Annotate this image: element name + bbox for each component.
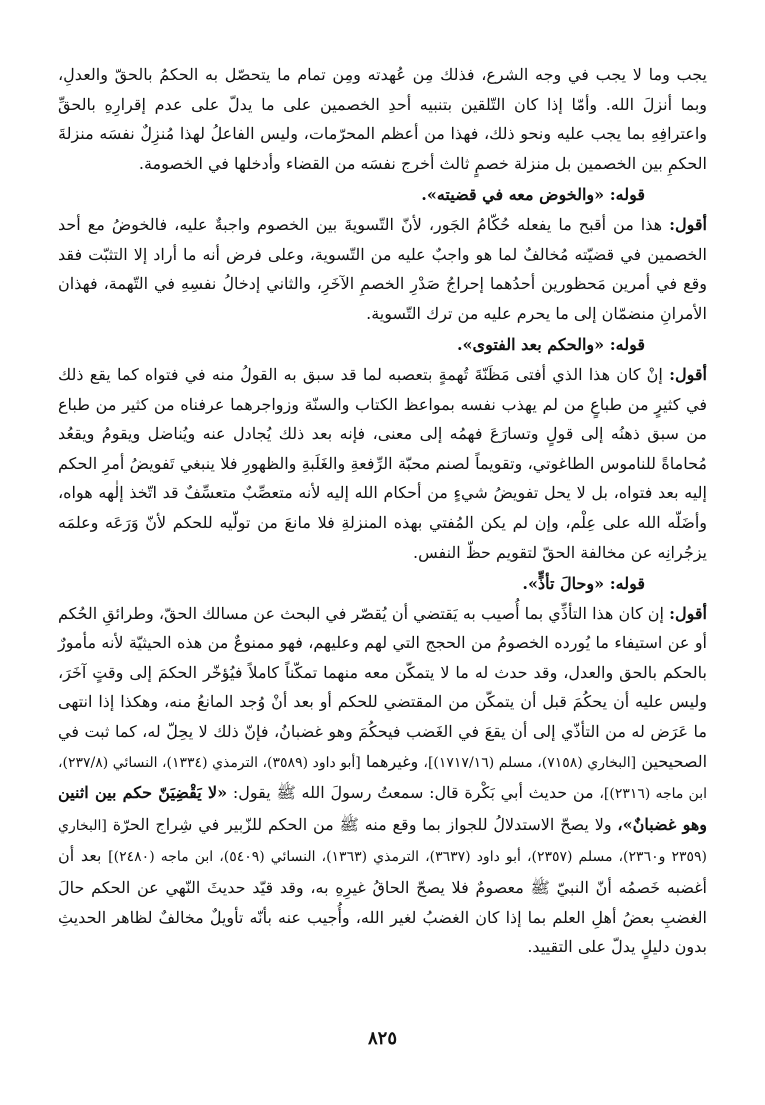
paragraph-taadhi: أقول: إن كان هذا التأذِّي بما أُصيب به يَقتضي أن يُقصّر في البحث عن مسالك الحقّ، وطرائقِ الحُكم أو عن استيفاء ما يُورده الخصومُ من الحجج التي لهم وعليهم، فهو ممنوعٌ من هذه الحيثيّة لأنه مأمورٌ بالحكم بالحق والعدل، وقد حدث له ما لا يتمكّن معه منهما تمكّناً كاملاً فيُؤخّر الحكمَ إلى وقتٍ آخَرَ، وليس عليه أن يحكُمَ قبل أن يتمكّن من المقتضي للحكم أو بعد أنْ وُجد المانعُ منه، وهكذا إذا انتهى ما عَرَض له من التأذّي إلى أن يقعَ في الغَضب فيحكُمَ وهو غضبانُ، فإنّ ذلك لا يحِلّ له، كما ثبت في الصحيحين [البخاري (٧١٥٨)، مسلم (١٧١٧/١٦)]، وغيرهما [أبو داود (٣٥٨٩)، الترمذي (١٣٣٤)، النسائي (٢٣٧/٨)، ابن ماجه (٢٣١٦)]، من حديث أبي بَكْرة قال: سمعتُ رسولَ الله ﷺ يقول: «لا يَقْضِيَنّ حكم بين اثنين وهو غضبانٌ»، ولا يصحّ الاستدلالُ للجواز بما وقع منه ﷺ من الحكم للزّبير في شِراج الحرّة [البخاري (٢٣٥٩ و٢٣٦٠)، مسلم (٢٣٥٧)، أبو داود (٣٦٣٧)، الترمذي (١٣٦٣)، النسائي (٥٤٠٩)، ابن ماجه (٢٤٨٠)] بعد أن أغضبه خَصمُه أنّ النبيّ ﷺ معصومٌ فلا يصحّ الحاقُ غيرِهِ به، وقد قيّد حديثَ النّهي عن الحكم حالَ الغضبِ بعضُ أهلِ العلم بما إذا كان الغضبُ لغير الله، وأُجيب عنه بأنّه تأويلٌ مخالفٌ لظاهر الحديثِ بدون دليلٍ يدلّ على التقييد.	[58, 603, 708, 957]
paragraph-khawd: أقول: هذا من أقبح ما يفعله حُكّامُ الجَور، لأنّ التّسويةَ بين الخصوم واجبةٌ عليه، فالخوضُ مع أحد الخصمين في قضيّته مُخالفٌ لما هو واجبٌ عليه من التّسوية، وعلى فرض أنه ما أراد إلا التثبّت فقد وقع في أمرين مَحظورين أحدُهما إحراجُ صَدْرِ الخصمِ الآخَرِ، والثاني إدخالُ نفسِهِ في التّهمة، فهذان الأمرانِ منضمّان إلى ما يحرم عليه من ترك التّسوية.	[58, 214, 707, 323]
hadith-quote: «لا يَقْضِيَنّ حكم بين اثنين وهو غضبانٌ»،	[58, 783, 708, 834]
section-heading-khawd: قوله: «والخوض معه في قضيته».	[421, 185, 645, 205]
citation: [البخاري (٧١٥٨)، مسلم (١٧١٧/١٦)]،	[423, 754, 637, 771]
citation: [أبو داود (٣٥٨٩)، الترمذي (١٣٣٤)، النسائي (٢٣٧/٨)، ابن ماجه (٢٣١٦)]،	[58, 754, 707, 803]
section-heading-taadhi: قوله: «وحالَ تأذٍّ».	[522, 574, 645, 594]
paragraph-intro: يجب وما لا يجب في وجه الشرع، فذلك مِن عُهدته ومِن تمام ما يتحصّل به الحكمُ بالحقّ والعدلِ، وبما أنزلَ الله. وأمّا إذا كان التّلقين بتنبيه أحدِ الخصمين على ما يدلّ على عدم إقرارِهِ بالحقِّ واعترافِهِ بما يجب عليه ونحو ذلك، فهذا من أعظم المحرّمات، وليس الفاعلُ لهذا مُنزِلٌ نفسَه منزلةَ الحكمِ بين الخصمين بل منزلة خصمٍ ثالث أخرج نفسَه من القضاء وأدخلها في الخصومة.	[58, 65, 707, 173]
paragraph-fatwa: أقول: إنْ كان هذا الذي أفتى مَظَنّةَ تُهمةٍ بتعصبه لما قد سبق به القولُ منه في فتواه كما يقع ذلك في كثيرٍ من طباعٍ من لم يهذب نفسه بمواعظ الكتاب والسنّة وزواجرهما عرفناه من كثير من طباع من سبق ذهنُه إلى قولٍ وتسارَعَ فهمُه إلى معنى، فإنه بعد ذلك يُجادل عنه ويُناضل ويقومُ ويقعُد مُحاماةً للناموس الطاغوتي، وتقويماً لصنم محبّة الرِّفعةِ والغَلَبةِ والظهورِ فلا ينبغي تَفويضُ أمرِ الحكم إليه بعد فتواه، بل لا يحل تفويضُ شيءٍ من أحكام الله إليه لأنه متعصِّبٌ متعسِّفٌ قد اتّخذ إلٰهه هواه، وأضَلّه الله على عِلْم، وإن لم يكن المُفتي بهذه المنزلةِ فلا مانعَ من تولّيه للحكم لأنّ وَرَعَه وعلمَه يزجُرانِه عن مخالفة الحقّ لتقويم حظّ النفس.	[58, 364, 707, 562]
page-number: ٨٢٥	[367, 1028, 397, 1049]
citation: [البخاري (٢٣٥٩ و٢٣٦٠)، مسلم (٢٣٥٧)، أبو داود (٣٦٣٧)، الترمذي (١٣٦٣)، النسائي (٥٤٠٩)، ابن ماجه (٢٤٨٠)]	[58, 817, 707, 866]
section-heading-fatwa: قوله: «والحكم بعد الفتوى».	[456, 335, 645, 355]
